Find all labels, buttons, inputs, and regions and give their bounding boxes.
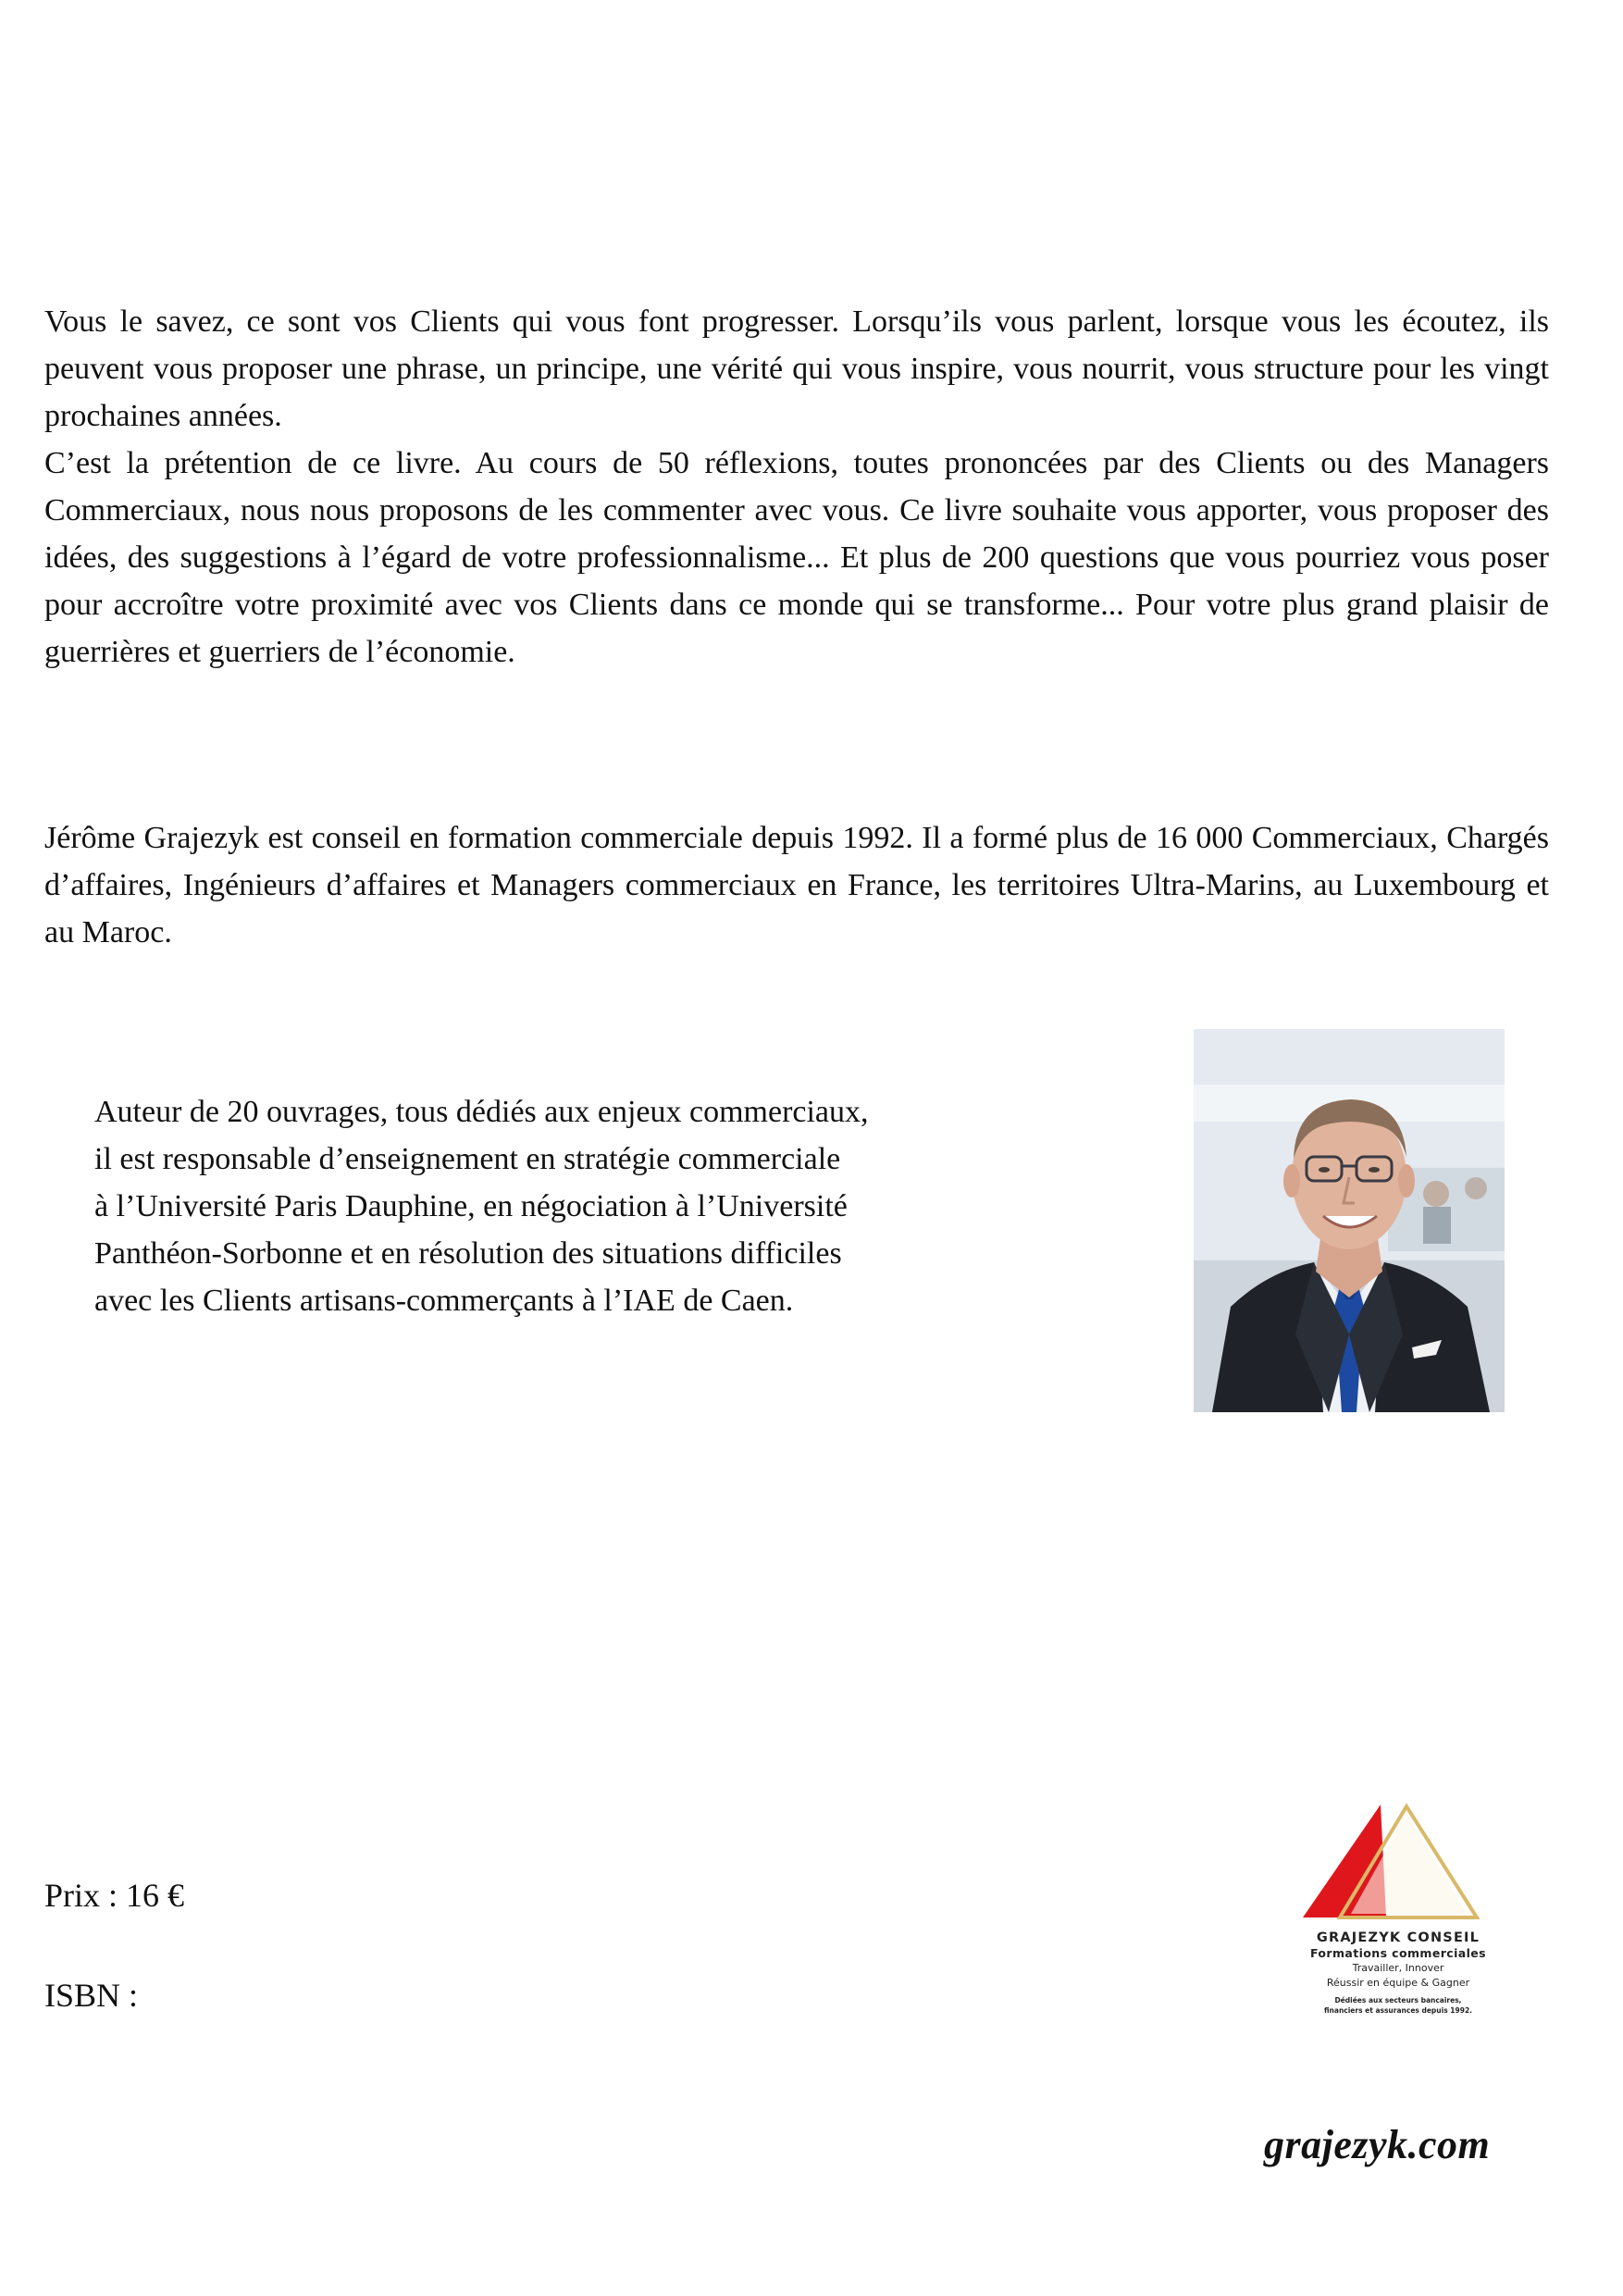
- logo-note: [1292, 1995, 1505, 2016]
- logo-tagline: Réussir en équipe & Gagner: [1326, 1977, 1470, 1989]
- intro-paragraph-1: Vous le savez, ce sont vos Clients qui vous font progresser. Lorsqu’ils vous parlent, lorsque vous les écoutez, ils peuvent vous proposer une phrase, un principe, une vérité qui vous inspire, vous nourrit, vous structure pour les vingt prochaines années.: [44, 304, 1549, 433]
- portrait-illustration: [1194, 1029, 1505, 1412]
- credentials-line: il est responsable d’enseignement en stratégie commerciale: [94, 1142, 841, 1176]
- logo-note-line: Dédiées aux secteurs bancaires,: [1334, 1996, 1462, 2004]
- author-credentials: [94, 1088, 1020, 1324]
- triangle-logo-icon: [1295, 1801, 1501, 1930]
- logo-name: GRAJEZYK CONSEIL: [1316, 1930, 1481, 1945]
- intro-paragraph-2: C’est la prétention de ce livre. Au cours de 50 réflexions, toutes prononcées par des Clients ou des Managers Commerciaux, nous nous proposons de les commenter avec vous. Ce livre souhaite vous apporter, vous proposer des idées, des suggestions à l’égard de votre professionnalisme... Et plus de 200 questions que vous pourriez vous poser pour accroître votre proximité avec vos Clients dans ce monde qui se transforme... Pour votre plus grand plaisir de guerrières et guerriers de l’économie.: [44, 446, 1549, 669]
- website-link[interactable]: grajezyk.com: [1264, 2122, 1491, 2167]
- credentials-line: Panthéon-Sorbonne et en résolution des situations difficiles: [94, 1236, 842, 1271]
- logo-note-line: financiers et assurances depuis 1992.: [1323, 2006, 1473, 2015]
- isbn-label: ISBN :: [44, 1977, 139, 2014]
- logo-subtitle: Formations commerciales: [1309, 1946, 1486, 1960]
- intro-text: [44, 298, 1549, 676]
- company-logo: [1292, 1801, 1505, 2032]
- price: Prix : 16 €: [44, 1877, 185, 1914]
- author-bio: Jérôme Grajezyk est conseil en formation commerciale depuis 1992. Il a formé plus de 16 000 Commerciaux, Chargés d’affaires, Ingénieurs d’affaires et Managers commerciaux en France, les territoires Ultra-Marins, au Luxembourg et au Maroc.: [44, 821, 1549, 949]
- author-photo: [1194, 1029, 1505, 1412]
- logo-tagline: Travailler, Innover: [1352, 1962, 1444, 1974]
- credentials-line: avec les Clients artisans-commerçants à l’IAE de Caen.: [94, 1284, 794, 1318]
- logo-text: [1292, 1930, 1505, 2016]
- credentials-line: Auteur de 20 ouvrages, tous dédiés aux enjeux commerciaux,: [94, 1095, 869, 1129]
- credentials-line: à l’Université Paris Dauphine, en négociation à l’Université: [94, 1189, 848, 1223]
